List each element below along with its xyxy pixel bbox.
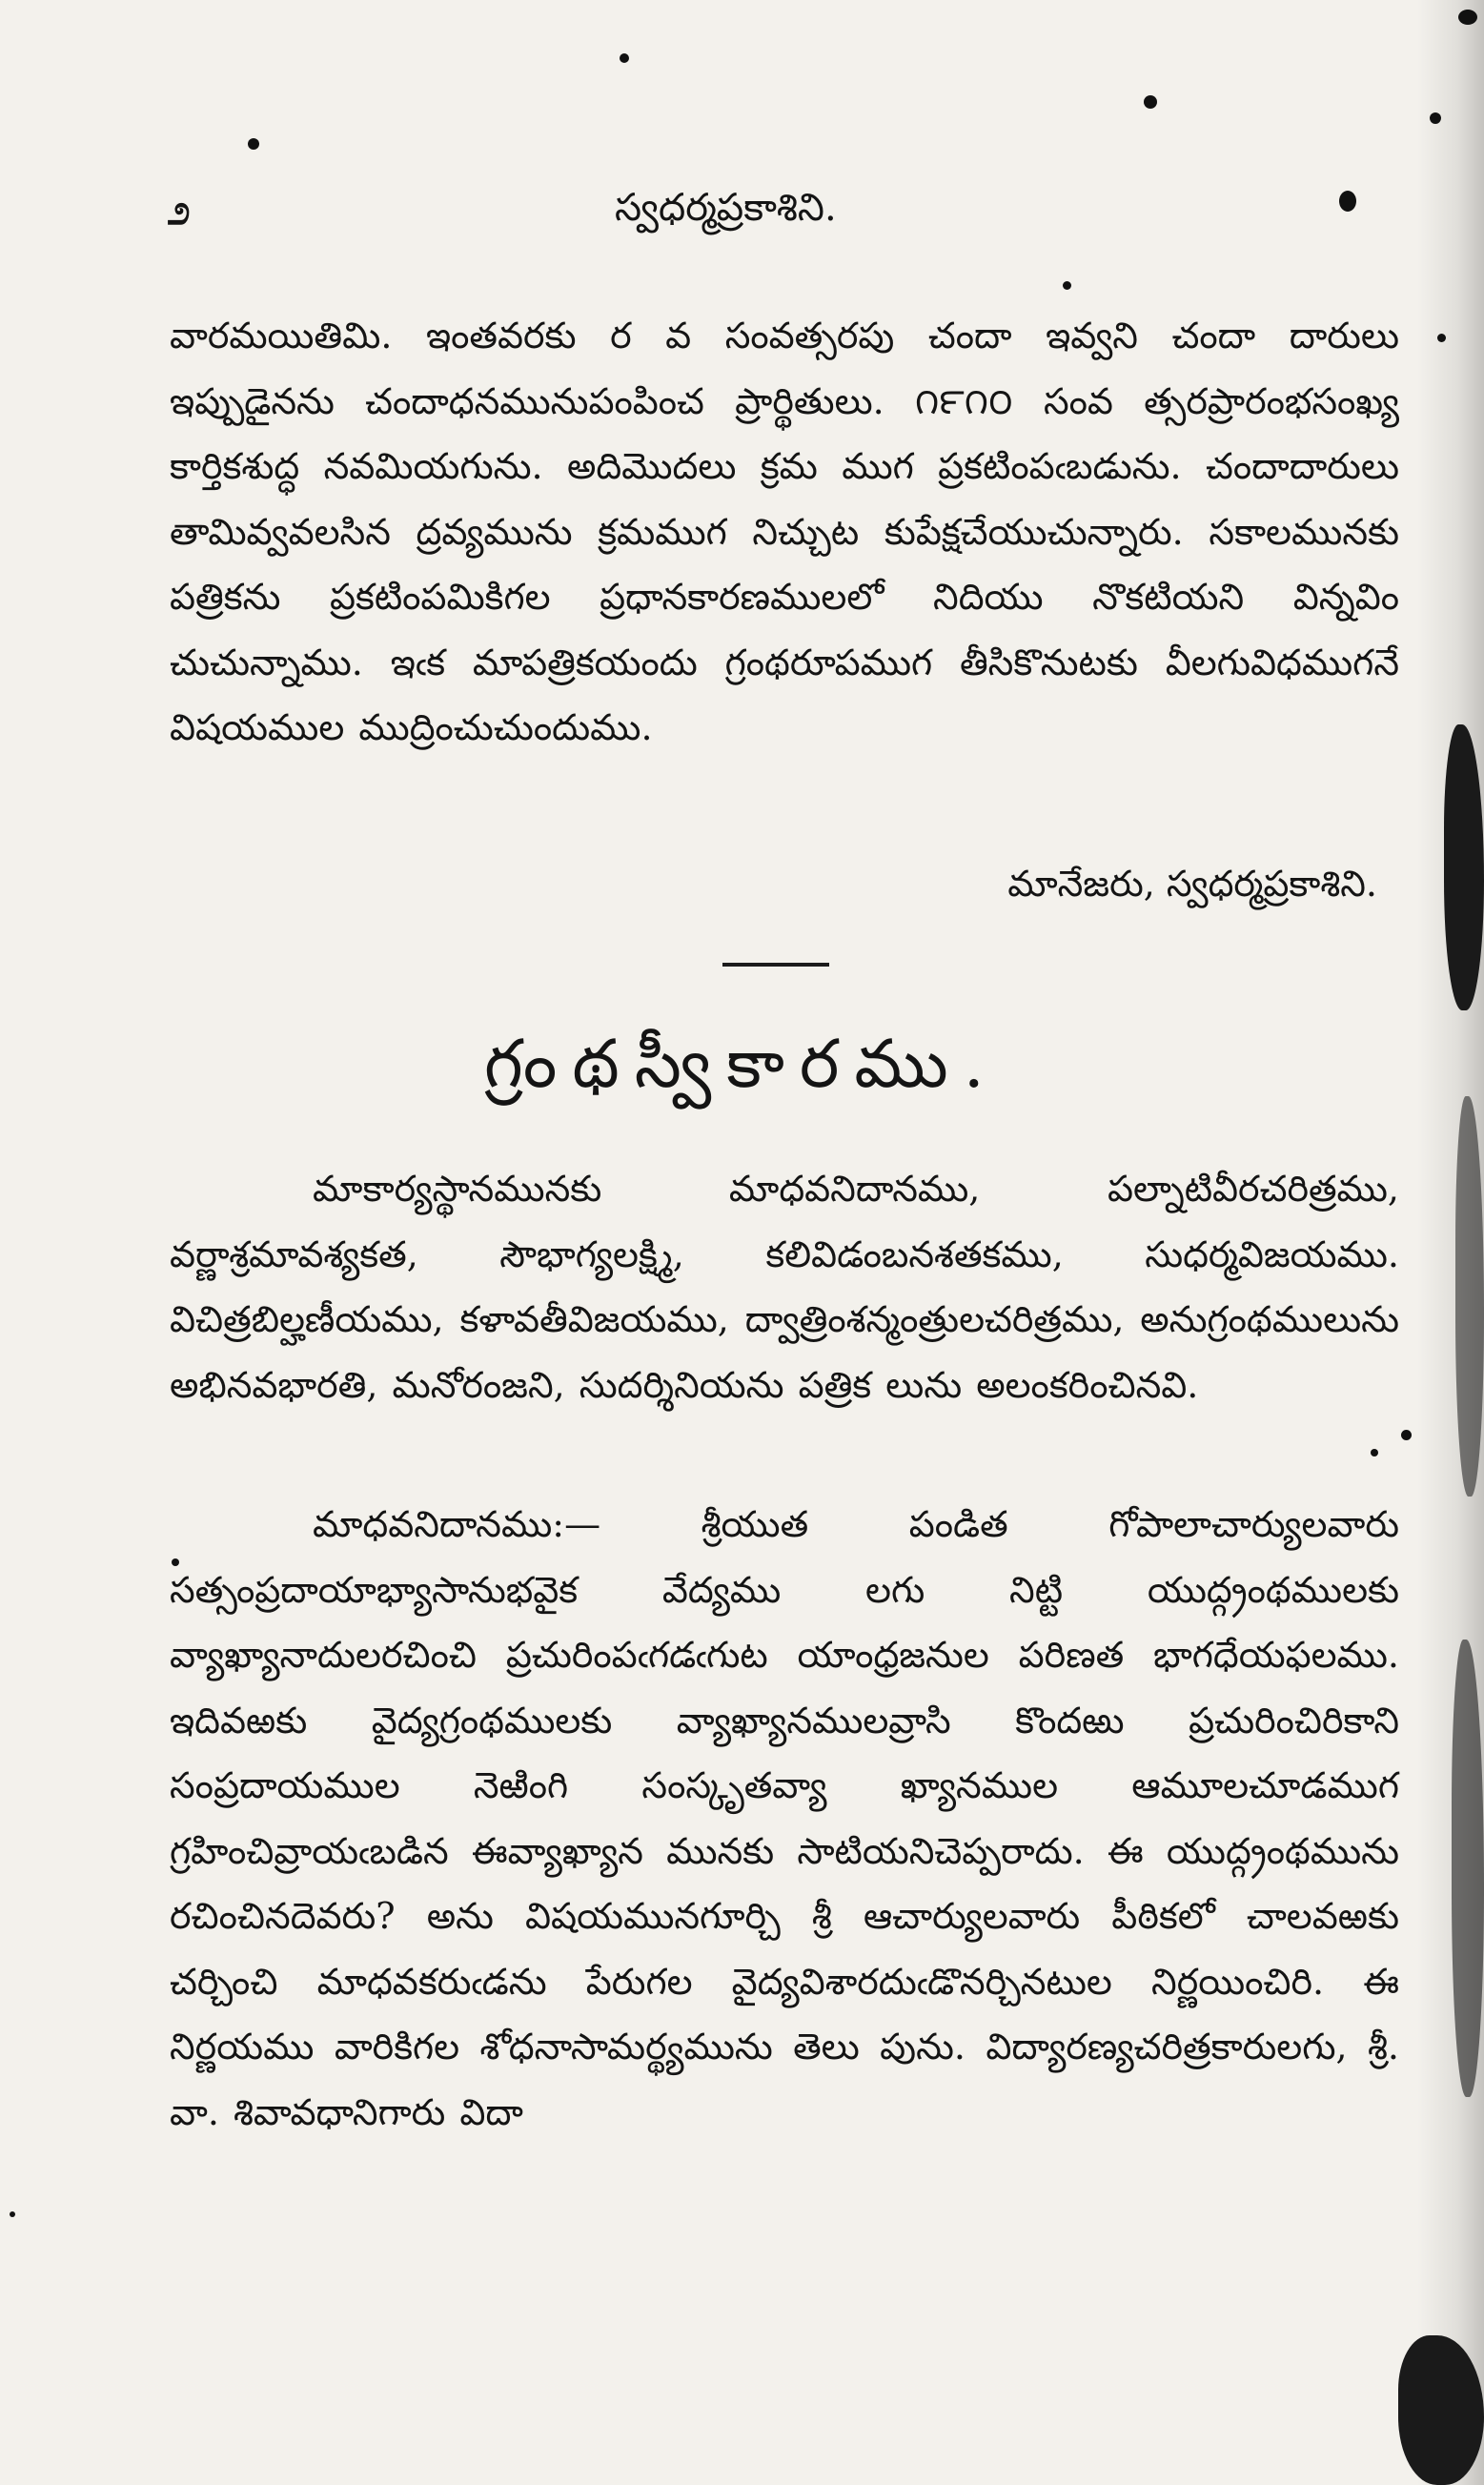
- ink-speck: [248, 138, 259, 150]
- ink-speck: [1430, 112, 1441, 124]
- ink-speck: [1458, 10, 1477, 25]
- ink-speck: [1401, 1430, 1412, 1440]
- running-title: స్వధర్మప్రకాశిని.: [615, 186, 837, 230]
- ink-speck: [10, 2211, 15, 2217]
- section-divider: [722, 963, 829, 967]
- section-title: గ్రంథస్వీకారము.: [484, 1025, 1000, 1103]
- ink-speck: [1437, 334, 1446, 342]
- page-number: ೨: [167, 186, 191, 234]
- ink-speck: [1144, 95, 1157, 109]
- page-header: [157, 186, 1396, 243]
- signature: మానేజరు, స్వధర్మప్రకాశిని.: [1007, 863, 1377, 905]
- section-paragraph-1: మాకార్యస్థానమునకు మాధవనిదానము, పల్నాటివీరచరిత్రము, వర్ణాశ్రమావశ్యకత, సౌభాగ్యలక్ష్మి, కలివిడంబనశతకము, సుధర్మవిజయము. విచిత్రబిల్హణీయము, కళావతీవిజయము, ద్వాత్రింశన్మంత్రులచరిత్రము, అనుగ్రంథములును అభినవభారతి, మనోరంజని, సుదర్శినియను పత్రిక లును అలంకరించినవి.: [170, 1168, 1399, 1406]
- intro-paragraph: వారమయితిమి. ఇంతవరకు ర వ సంవత్సరపు చందా ఇవ్వని చందా దారులు ఇప్పుడైనను చందాధనమునుపంపించ ప్రార్థితులు. ౧౯౧౦ సంవ త్సరప్రారంభసంఖ్య కార్తికశుద్ధ నవమియగును. అదిమొదలు క్రమ ముగ ప్రకటింపఁబడును. చందాదారులు తామివ్వవలసిన ద్రవ్యమును క్రమముగ నిచ్చుట కుపేక్షచేయుచున్నారు. సకాలమునకు పత్రికను ప్రకటింపమికిగల ప్రధానకారణములలో నిదియు నొకటియని విన్నవిం చుచున్నాము. ఇఁక మాపత్రికయందు గ్రంథరూపముగ తీసికొనుటకు వీలగువిధముగనే విషయముల ముద్రించుచుందుము.: [170, 315, 1399, 748]
- ink-speck: [620, 53, 629, 63]
- ink-speck: [1371, 1449, 1378, 1456]
- ink-speck: [1063, 281, 1071, 290]
- section-paragraph-2: మాధవనిదానము:— శ్రీయుత పండిత గోపాలాచార్యులవారు సత్సంప్రదాయాభ్యాసానుభవైక వేద్యము లగు నిట్టి యుద్గ్రంథములకు వ్యాఖ్యానాదులరచించి ప్రచురింపఁగడఁగుట యాంధ్రజనుల పరిణత భాగధేయఫలము. ఇదివఱకు వైద్యగ్రంథములకు వ్యాఖ్యానములవ్రాసి కొందఱు ప్రచురించిరికాని సంప్రదాయముల నెఱింగి సంస్కృతవ్యా ఖ్యానముల ఆమూలచూడముగ గ్రహించివ్రాయఁబడిన ఈవ్యాఖ్యాన మునకు సాటియనిచెప్పరాదు. ఈ యుద్గ్రంథమును రచించినదెవరు? అను విషయమునగూర్చి శ్రీ ఆచార్యులవారు పీఠికలో చాలవఱకు చర్చించి మాధవకరుఁడను పేరుగల వైద్యవిశారదుఁడొనర్చినటుల నిర్ణయించిరి. ఈ నిర్ణయము వారికిగల శోధనాసామర్థ్యమును తెలు పును. విద్యారణ్యచరిత్రకారులగు, శ్రీ. వా. శివావధానిగారు విదా: [170, 1503, 1399, 2133]
